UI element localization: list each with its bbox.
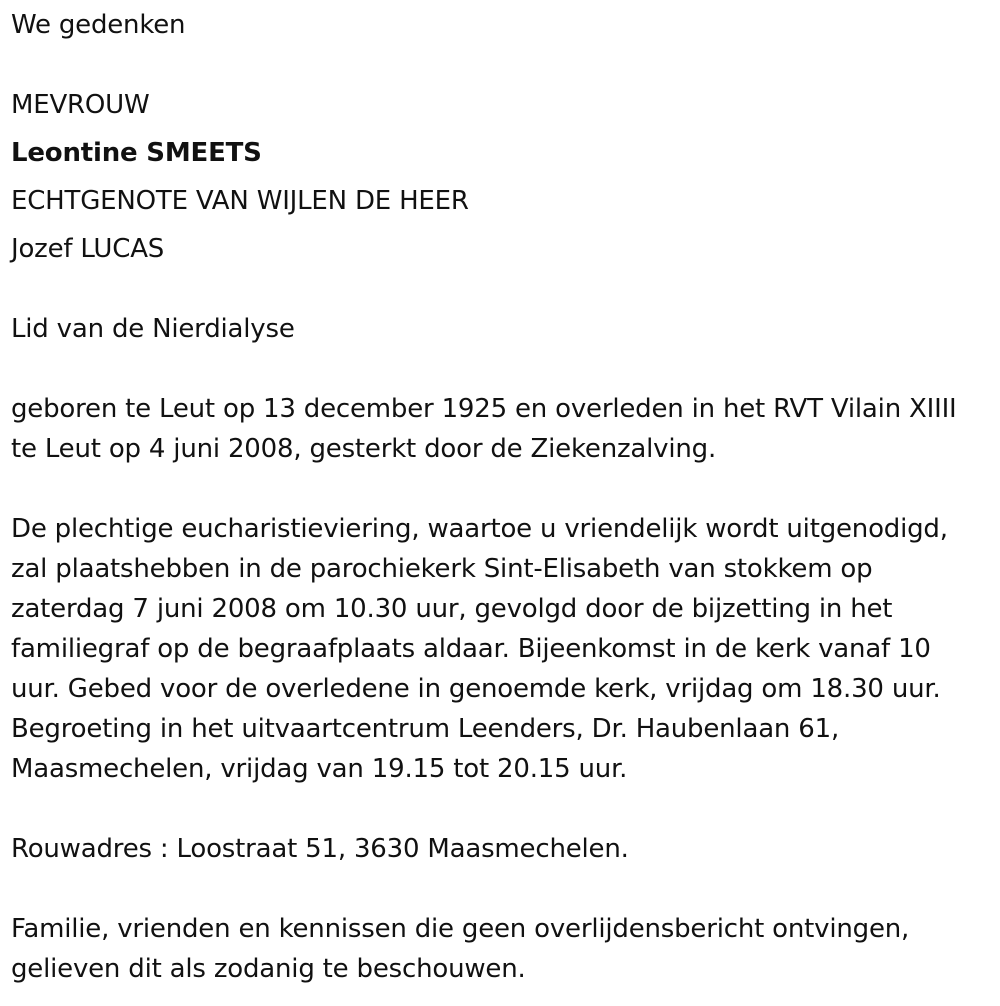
ceremony-line: Begroeting in het uitvaartcentrum Leenders, Dr. Haubenlaan 61, [11,714,840,744]
relation-text: ECHTGENOTE VAN WIJLEN DE HEER [11,186,469,216]
closing-paragraph [11,909,991,989]
deceased-name: Leontine SMEETS [11,138,262,168]
membership-text: Lid van de Nierdialyse [11,314,295,344]
mourning-address: Rouwadres : Loostraat 51, 3630 Maasmechelen. [11,834,629,864]
ceremony-paragraph [11,509,991,789]
deceased-block [11,85,991,269]
ceremony-line: uur. Gebed voor de overledene in genoemde kerk, vrijdag om 18.30 uur. [11,674,941,704]
ceremony-line: zaterdag 7 juni 2008 om 10.30 uur, gevolgd door de bijzetting in het [11,594,893,624]
membership-block [11,309,991,349]
honorific: MEVROUW [11,90,150,120]
obituary-notice [11,0,991,989]
closing-line: gelieven dit als zodanig te beschouwen. [11,954,526,984]
closing-line: Familie, vrienden en kennissen die geen overlijdensbericht ontvingen, [11,914,910,944]
ceremony-line: zal plaatshebben in de parochiekerk Sint-Elisabeth van stokkem op [11,554,873,584]
address-paragraph [11,829,991,869]
birth-death-line: geboren te Leut op 13 december 1925 en overleden in het RVT Vilain XIIII [11,394,957,424]
spouse-name: Jozef LUCAS [11,234,165,264]
ceremony-line: De plechtige eucharistieviering, waartoe u vriendelijk wordt uitgenodigd, [11,514,948,544]
ceremony-line: familiegraf op de begraafplaats aldaar. Bijeenkomst in de kerk vanaf 10 [11,634,931,664]
birth-death-paragraph [11,389,991,469]
ceremony-line: Maasmechelen, vrijdag van 19.15 tot 20.15 uur. [11,754,628,784]
intro-text: We gedenken [11,10,186,40]
birth-death-line: te Leut op 4 juni 2008, gesterkt door de Ziekenzalving. [11,434,717,464]
